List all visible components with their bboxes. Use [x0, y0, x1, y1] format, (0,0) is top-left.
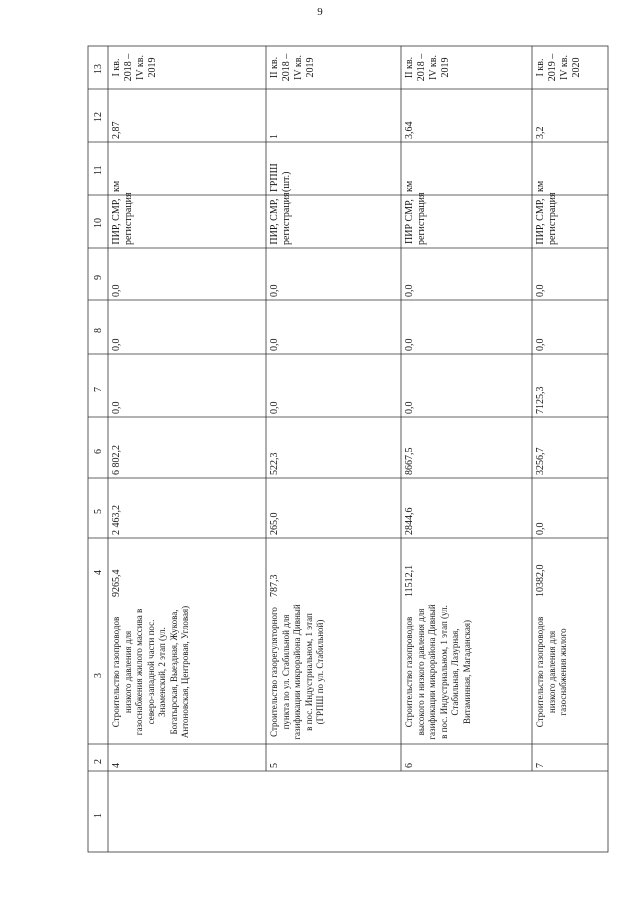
cell-col-7: 0,0	[111, 401, 122, 414]
column-number-1: 1	[93, 812, 104, 818]
cell-col-10: ПИР, СМР, регистрация	[535, 192, 558, 245]
cell-col-10: ПИР, СМР, регистрация	[111, 192, 134, 245]
cell-col-4: 9265,4	[111, 569, 122, 597]
cell-col-5: 0,0	[535, 522, 546, 535]
cell-col-13: I кв. 2018 – IV кв. 2019	[111, 53, 158, 82]
column-number-9: 9	[93, 275, 104, 280]
column-number-7: 7	[93, 386, 104, 392]
cell-col-13: I кв. 2019 – IV кв. 2020	[535, 53, 582, 82]
cell-col-9: 0,0	[535, 284, 546, 297]
cell-col-11: км	[535, 180, 546, 192]
cell-col-8: 0,0	[111, 338, 122, 351]
cell-col-3: Строительство газопроводов высокого и низкого давления для газификации микрорайона Дивный в пос. Индустриальном, 1 этап (ул. Стабильная, Лазурная, Витаминная, Магаданская)	[404, 604, 472, 740]
column-number-11: 11	[93, 164, 104, 175]
cell-col-11: ГРПШ (шт.)	[269, 163, 292, 192]
cell-col-12: 3,64	[404, 121, 415, 139]
cell-col-8: 0,0	[404, 338, 415, 351]
cell-col-6: 8667,5	[404, 447, 415, 475]
cell-col-7: 0,0	[269, 401, 280, 414]
column-number-6: 6	[93, 448, 104, 454]
cell-col-12: 1	[269, 134, 280, 139]
cell-col-5: 2 463,2	[111, 505, 122, 535]
cell-col-10: ПИР, СМР, регистрация	[269, 192, 292, 245]
cell-col-9: 0,0	[269, 284, 280, 297]
cell-col-13: II кв. 2018 – IV кв. 2019	[269, 53, 316, 82]
cell-col-4: 11512,1	[404, 564, 415, 597]
cell-col-8: 0,0	[269, 338, 280, 351]
column-number-2: 2	[93, 758, 104, 764]
column-number-3: 3	[93, 673, 104, 678]
cell-col-5: 265,0	[269, 512, 280, 535]
column-number-5: 5	[93, 509, 104, 514]
cell-col-5: 2844,6	[404, 507, 415, 535]
page-number: 9	[317, 6, 323, 18]
column-number-13: 13	[93, 63, 104, 74]
cell-col-12: 3,2	[535, 126, 546, 139]
cell-col-7: 7125,3	[535, 386, 546, 414]
cell-col-12: 2,87	[111, 121, 122, 139]
cell-col-6: 6 802,2	[111, 445, 122, 475]
column-number-8: 8	[93, 328, 104, 333]
cell-col-6: 522,3	[269, 452, 280, 475]
cell-col-2: 4	[111, 763, 122, 768]
cell-col-11: км	[111, 180, 122, 192]
cell-col-6: 3256,7	[535, 447, 546, 475]
cell-col-11: км	[404, 180, 415, 192]
column-number-12: 12	[93, 111, 104, 122]
cell-col-2: 7	[535, 763, 546, 768]
column-number-10: 10	[93, 217, 104, 228]
cell-col-3: Строительство газорегуляторного пункта по ул. Стабильной для газификации микрорайона Дивный в пос. Индустриальном, 1 этап (ГРПШ по ул. Стабильной)	[269, 604, 325, 740]
cell-col-10: ПИР СМР, регистрация	[404, 192, 427, 245]
cell-col-7: 0,0	[404, 401, 415, 414]
column-number-4: 4	[93, 570, 104, 575]
cell-col-3: Строительство газопроводов низкого давления для газоснабжения жилого	[535, 616, 568, 728]
cell-col-2: 6	[404, 763, 415, 768]
cell-col-4: 787,3	[269, 574, 280, 597]
cell-col-8: 0,0	[535, 338, 546, 351]
cell-col-4: 10382,0	[535, 564, 546, 597]
cell-col-3: Строительство газопроводов низкого давления для газоснабжения жилого массива в северо-западной части пос. Знаменский, 2 этап (ул. Богатырская, Выездная, Жукова, Антоновская, Центровая, Угловая)	[111, 605, 190, 739]
cell-col-2: 5	[269, 763, 280, 768]
cell-col-9: 0,0	[111, 284, 122, 297]
cell-col-13: II кв. 2018 – IV кв. 2019	[404, 53, 451, 82]
cell-col-9: 0,0	[404, 284, 415, 297]
